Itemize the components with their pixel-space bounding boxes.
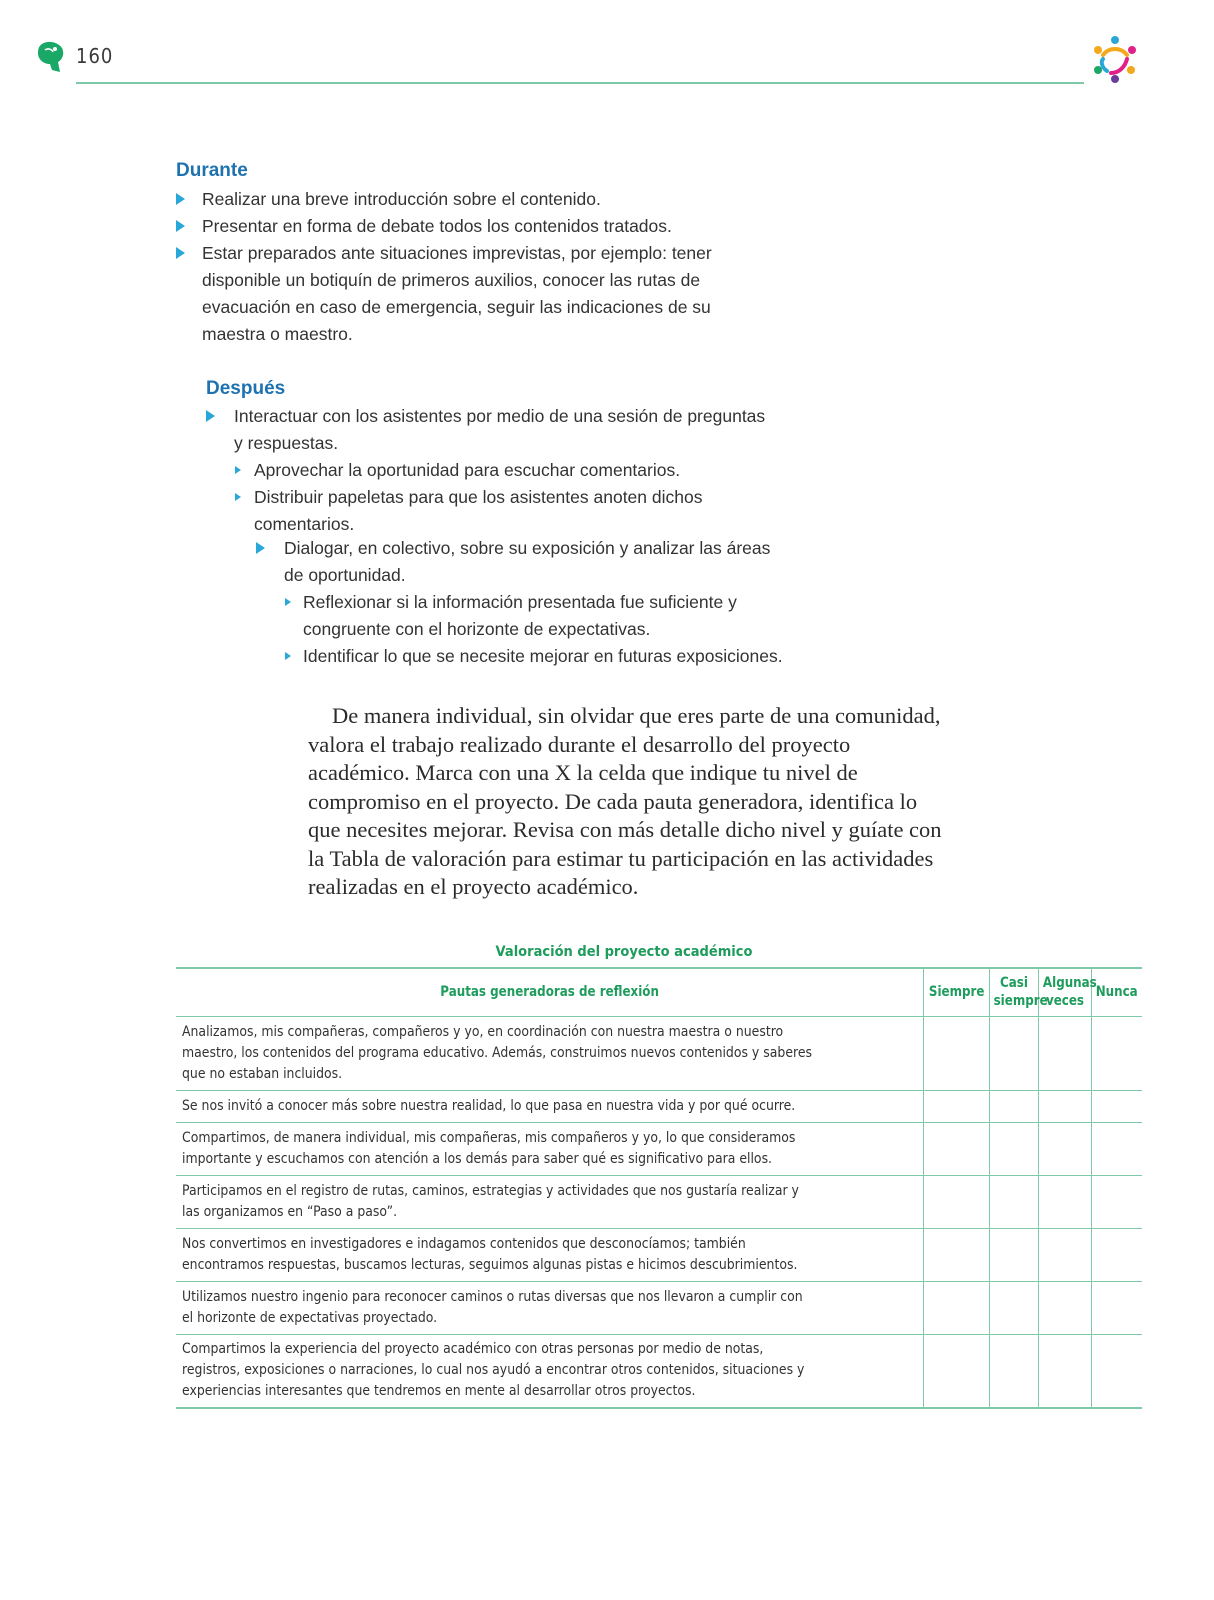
criteria-cell: Se nos invitó a conocer más sobre nuestra realidad, lo que pasa en nuestra vida y por qué ocurre. <box>176 1090 924 1122</box>
green-leaf-figure-icon <box>36 40 66 74</box>
mark-cell-almost-always[interactable] <box>990 1228 1039 1281</box>
mark-cell-always[interactable] <box>924 1228 990 1281</box>
mark-cell-never[interactable] <box>1092 1281 1142 1334</box>
table-row <box>176 1334 1142 1408</box>
bullet-triangle-icon <box>206 410 215 422</box>
mark-cell-never[interactable] <box>1092 1175 1142 1228</box>
list-item: Interactuar con los asistentes por medio de una sesión de preguntas y respuestas. <box>206 403 774 457</box>
mark-cell-never[interactable] <box>1092 1090 1142 1122</box>
table-row <box>176 1228 1142 1281</box>
bullet-small-triangle-icon <box>235 493 241 501</box>
bullet-triangle-icon <box>176 193 185 205</box>
table-header-row <box>176 968 1142 1016</box>
table-row <box>176 1175 1142 1228</box>
durante-list <box>176 186 736 348</box>
mark-cell-never[interactable] <box>1092 1228 1142 1281</box>
mark-cell-sometimes[interactable] <box>1039 1334 1092 1408</box>
durante-heading: Durante <box>176 160 248 181</box>
mark-cell-almost-always[interactable] <box>990 1122 1039 1175</box>
table-row <box>176 1090 1142 1122</box>
criteria-cell: Compartimos, de manera individual, mis compañeras, mis compañeros y yo, lo que consideramos importante y escuchamos con atención a los demás para saber qué es significativo para ellos. <box>176 1122 924 1175</box>
bullet-small-triangle-icon <box>235 466 241 474</box>
bullet-triangle-icon <box>176 220 185 232</box>
table-row <box>176 1122 1142 1175</box>
table-row <box>176 1281 1142 1334</box>
mark-cell-almost-always[interactable] <box>990 1281 1039 1334</box>
mark-cell-almost-always[interactable] <box>990 1016 1039 1090</box>
assessment-table <box>176 967 1142 1409</box>
bullet-triangle-icon <box>256 542 265 554</box>
mark-cell-always[interactable] <box>924 1334 990 1408</box>
header-sometimes: Algunas veces <box>1039 968 1092 1016</box>
despues-list-2 <box>256 535 836 670</box>
mark-cell-sometimes[interactable] <box>1039 1090 1092 1122</box>
mark-cell-always[interactable] <box>924 1090 990 1122</box>
criteria-cell: Participamos en el registro de rutas, caminos, estrategias y actividades que nos gustaría realizar y las organizamos en “Paso a paso”. <box>176 1175 924 1228</box>
despues-heading: Después <box>206 378 286 399</box>
list-item: Identificar lo que se necesite mejorar en futuras exposiciones. <box>256 643 836 670</box>
mark-cell-never[interactable] <box>1092 1122 1142 1175</box>
mark-cell-sometimes[interactable] <box>1039 1281 1092 1334</box>
mark-cell-almost-always[interactable] <box>990 1334 1039 1408</box>
header-never: Nunca <box>1092 968 1142 1016</box>
list-item: Dialogar, en colectivo, sobre su exposición y analizar las áreas de oportunidad. <box>256 535 794 589</box>
colorful-people-circle-icon <box>1089 33 1141 85</box>
mark-cell-sometimes[interactable] <box>1039 1228 1092 1281</box>
mark-cell-sometimes[interactable] <box>1039 1175 1092 1228</box>
list-item: Distribuir papeletas para que los asistentes anoten dichos comentarios. <box>206 484 806 538</box>
despues-list-1 <box>206 403 806 538</box>
criteria-cell: Compartimos la experiencia del proyecto académico con otras personas por medio de notas, registros, exposiciones o narraciones, lo cual nos ayudó a encontrar otros contenidos, situaciones y experiencias interesantes que tendremos en mente al desarrollar otros proyectos. <box>176 1334 924 1408</box>
list-item: Estar preparados ante situaciones imprevistas, por ejemplo: tener disponible un botiquín de primeros auxilios, conocer las rutas de evacuación en caso de emergencia, seguir las indicaciones de su maestra o maestro. <box>176 240 714 348</box>
mark-cell-almost-always[interactable] <box>990 1090 1039 1122</box>
table-row <box>176 1016 1142 1090</box>
mark-cell-almost-always[interactable] <box>990 1175 1039 1228</box>
criteria-cell: Utilizamos nuestro ingenio para reconocer caminos o rutas diversas que nos llevaron a cumplir con el horizonte de expectativas proyectado. <box>176 1281 924 1334</box>
criteria-cell: Analizamos, mis compañeras, compañeros y yo, en coordinación con nuestra maestra o nuestro maestro, los contenidos del programa educativo. Además, construimos nuevos contenidos y saberes que no estaban incluidos. <box>176 1016 924 1090</box>
mark-cell-always[interactable] <box>924 1175 990 1228</box>
mark-cell-always[interactable] <box>924 1122 990 1175</box>
mark-cell-sometimes[interactable] <box>1039 1016 1092 1090</box>
page-number: 160 <box>76 44 114 68</box>
mark-cell-always[interactable] <box>924 1281 990 1334</box>
list-item: Realizar una breve introducción sobre el contenido. <box>176 186 736 213</box>
header-always: Siempre <box>924 968 990 1016</box>
mark-cell-never[interactable] <box>1092 1016 1142 1090</box>
mark-cell-always[interactable] <box>924 1016 990 1090</box>
list-item: Aprovechar la oportunidad para escuchar comentarios. <box>206 457 806 484</box>
instruction-paragraph: De manera individual, sin olvidar que eres parte de una comunidad, valora el trabajo realizado durante el desarrollo del proyecto académico. Marca con una X la celda que indique tu nivel de compromiso en el proyecto. De cada pauta generadora, identifica lo que necesites mejorar. Revisa con más detalle dicho nivel y guíate con la Tabla de valoración para estimar tu participación en las actividades realizadas en el proyecto académico. <box>308 703 942 899</box>
mark-cell-sometimes[interactable] <box>1039 1122 1092 1175</box>
header-almost-always: Casi siempre <box>990 968 1039 1016</box>
bullet-small-triangle-icon <box>285 598 291 606</box>
table-title: Valoración del proyecto académico <box>495 944 753 960</box>
list-item: Reflexionar si la información presentada fue suficiente y congruente con el horizonte de expectativas. <box>256 589 825 643</box>
header-divider <box>76 82 1084 84</box>
mark-cell-never[interactable] <box>1092 1334 1142 1408</box>
header-criteria: Pautas generadoras de reflexión <box>176 968 924 1016</box>
bullet-small-triangle-icon <box>285 652 291 660</box>
bullet-triangle-icon <box>176 247 185 259</box>
criteria-cell: Nos convertimos en investigadores e indagamos contenidos que desconocíamos; también encontramos respuestas, buscamos lecturas, seguimos algunas pistas e hicimos descubrimientos. <box>176 1228 924 1281</box>
list-item: Presentar en forma de debate todos los contenidos tratados. <box>176 213 736 240</box>
